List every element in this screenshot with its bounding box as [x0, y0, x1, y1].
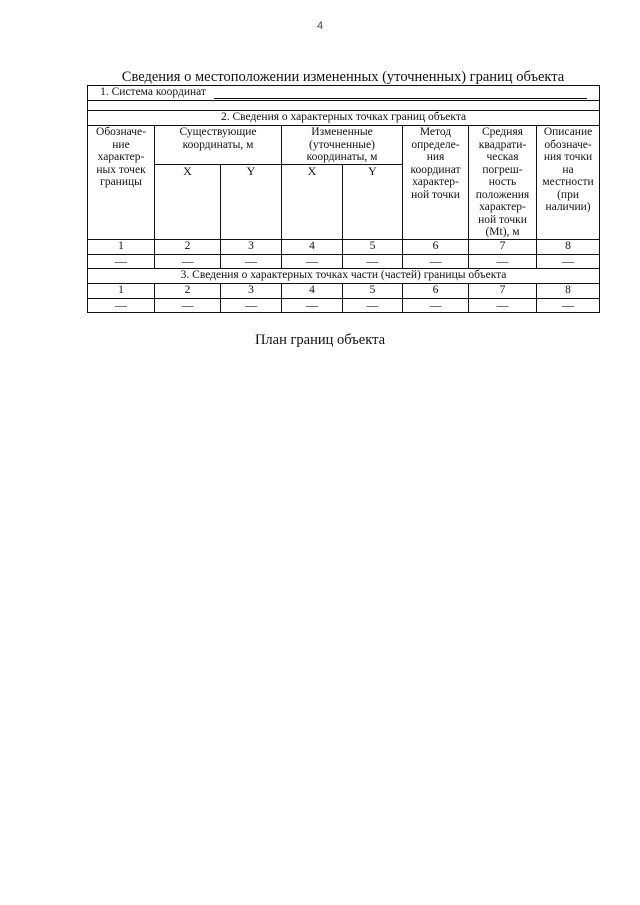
- empty-cell: —: [469, 299, 537, 313]
- col-number: 6: [403, 284, 469, 299]
- col-number: 3: [221, 284, 282, 299]
- header-existing-y: Y: [221, 165, 282, 240]
- empty-cell: —: [88, 255, 155, 269]
- empty-cell: —: [221, 255, 282, 269]
- section2-number-row: [88, 240, 600, 255]
- col-number: 8: [537, 284, 600, 299]
- header-existing-coordinates: Существующие координаты, м: [155, 126, 282, 165]
- document-title: Сведения о местоположении измененных (уточненных) границ объекта: [121, 69, 565, 85]
- section3-number-row: [88, 284, 600, 299]
- empty-cell: —: [537, 299, 600, 313]
- header-existing-x: X: [155, 165, 221, 240]
- empty-cell: —: [282, 299, 343, 313]
- header-changed-x: X: [282, 165, 343, 240]
- section2-data-row: [88, 255, 600, 269]
- header-row-1: [88, 126, 600, 165]
- col-number: 1: [88, 240, 155, 255]
- section3-data-row: [88, 299, 600, 313]
- col-number: 2: [155, 240, 221, 255]
- empty-cell: —: [343, 255, 403, 269]
- header-description: Описание обозначе- ния точки на местности (при наличии): [537, 126, 600, 240]
- col-number: 4: [282, 240, 343, 255]
- header-method: Метод определе- ния координат характер- ной точки: [403, 126, 469, 240]
- col-number: 7: [469, 284, 537, 299]
- empty-cell: —: [155, 255, 221, 269]
- col-number: 2: [155, 284, 221, 299]
- empty-cell: —: [403, 299, 469, 313]
- header-mean-square-error: Средняя квадрати- ческая погреш- ность положения характер- ной точки (Mt), м: [469, 126, 537, 240]
- header-changed-coordinates: Измененные (уточненные) координаты, м: [282, 126, 403, 165]
- section1-row: [88, 86, 600, 101]
- header-point-designation: Обозначе- ние характер- ных точек границы: [88, 126, 155, 240]
- plan-title: План границ объекта: [254, 332, 386, 348]
- section2-label: 2. Сведения о характерных точках границ объекта: [88, 111, 600, 126]
- col-number: 5: [343, 240, 403, 255]
- empty-cell: —: [155, 299, 221, 313]
- col-number: 4: [282, 284, 343, 299]
- section3-row: [88, 269, 600, 284]
- col-number: 8: [537, 240, 600, 255]
- coordinate-system-blank-line: [214, 88, 587, 99]
- col-number: 3: [221, 240, 282, 255]
- empty-cell: —: [343, 299, 403, 313]
- header-changed-y: Y: [343, 165, 403, 240]
- col-number: 6: [403, 240, 469, 255]
- blank-row: [88, 101, 600, 111]
- section3-label: 3. Сведения о характерных точках части (частей) границы объекта: [88, 269, 600, 284]
- page-number: 4: [316, 20, 324, 32]
- boundary-points-table: [87, 85, 600, 313]
- col-number: 5: [343, 284, 403, 299]
- empty-cell: —: [403, 255, 469, 269]
- col-number: 1: [88, 284, 155, 299]
- section2-row: [88, 111, 600, 126]
- empty-cell: —: [282, 255, 343, 269]
- col-number: 7: [469, 240, 537, 255]
- section1-label: 1. Система координат: [100, 86, 206, 98]
- empty-cell: —: [88, 299, 155, 313]
- empty-cell: —: [537, 255, 600, 269]
- empty-cell: —: [469, 255, 537, 269]
- empty-cell: —: [221, 299, 282, 313]
